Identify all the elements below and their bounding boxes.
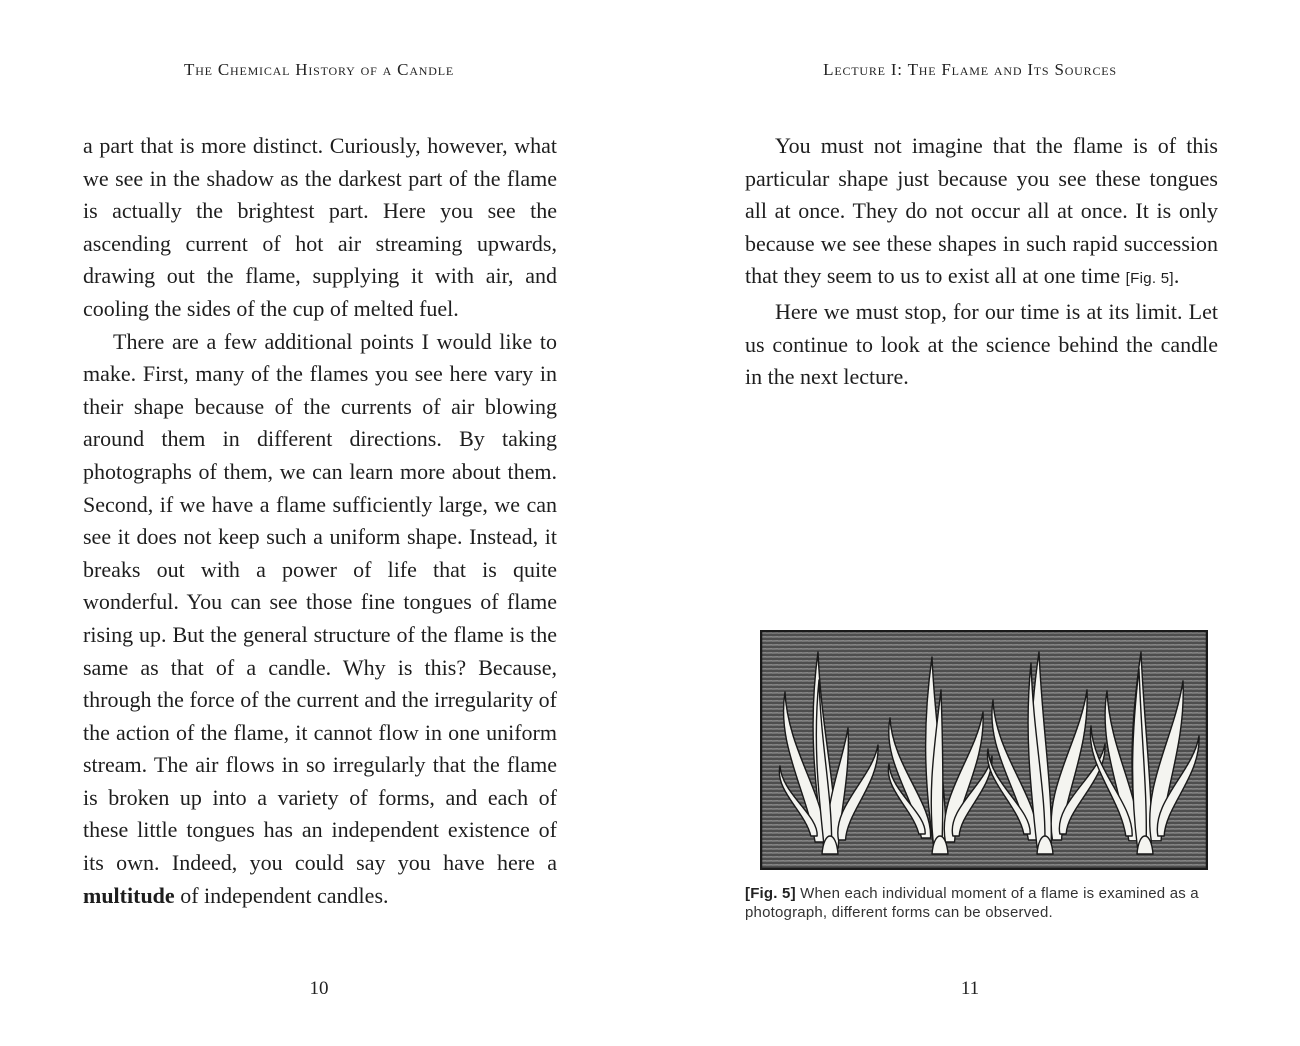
running-head-left: The Chemical History of a Candle	[184, 60, 454, 79]
caption-label: [Fig. 5]	[745, 885, 796, 902]
right-paragraph-1-end: .	[1173, 263, 1180, 289]
left-paragraph-2	[83, 326, 557, 913]
right-page	[650, 0, 1300, 1046]
left-paragraph-2-end: of independent candles.	[180, 882, 389, 908]
page-number-right: 11	[960, 978, 980, 999]
emphasis-multitude: multitude	[83, 882, 175, 908]
figure-reference[interactable]: [Fig. 5]	[1125, 270, 1174, 288]
caption-text: When each individual moment of a flame is examined as a photograph, different forms can be observed.	[745, 885, 1199, 921]
left-text-block	[83, 130, 557, 912]
left-paragraph-2-text: There are a few additional points I would like to make. First, many of the flames you see here vary in their shape because of the currents of air blowing around them in different directions. By taking photographs of them, we can learn more about them. Second, if we have a flame sufficiently large, we can see it does not keep such a uniform shape. Instead, it breaks out with a power of life that is quite wonderful. You can see those fine tongues of flame rising up. But the general structure of the flame is the same as that of a candle. Why is this? Because, through the force of the current and the irregularity of the action of the flame, it cannot flow in one uniform stream. The air flows in so irregularly that the flame is broken up into a variety of forms, and each of these little tongues has an independent existence of its own. Indeed, you could say you have here a	[83, 328, 557, 876]
running-head-right: Lecture I: The Flame and Its Sources	[823, 60, 1117, 79]
right-paragraph-1-text: You must not imagine that the flame is of this particular shape just because you see these tongues all at once. They do not occur all at once. It is only because we see these shapes in such rapid succession that they seem to us to exist all at one time	[745, 133, 1218, 289]
right-paragraph-2: Here we must stop, for our time is at its limit. Let us continue to look at the science behind the candle in the next lecture.	[745, 298, 1218, 390]
left-paragraph-1: a part that is more distinct. Curiously, however, what we see in the shadow as the darkest part of the flame is actually the brightest part. Here you see the ascending current of hot air streaming upwards, drawing out the flame, supplying it with air, and cooling the sides of the cup of melted fuel.	[83, 133, 557, 321]
page-number-left: 10	[309, 978, 329, 999]
right-text-block	[745, 130, 1218, 394]
flame-engraving-image	[760, 630, 1208, 870]
figure-caption	[745, 884, 1225, 922]
right-paragraph-1	[745, 130, 1218, 296]
figure-5-engraving	[760, 630, 1208, 870]
